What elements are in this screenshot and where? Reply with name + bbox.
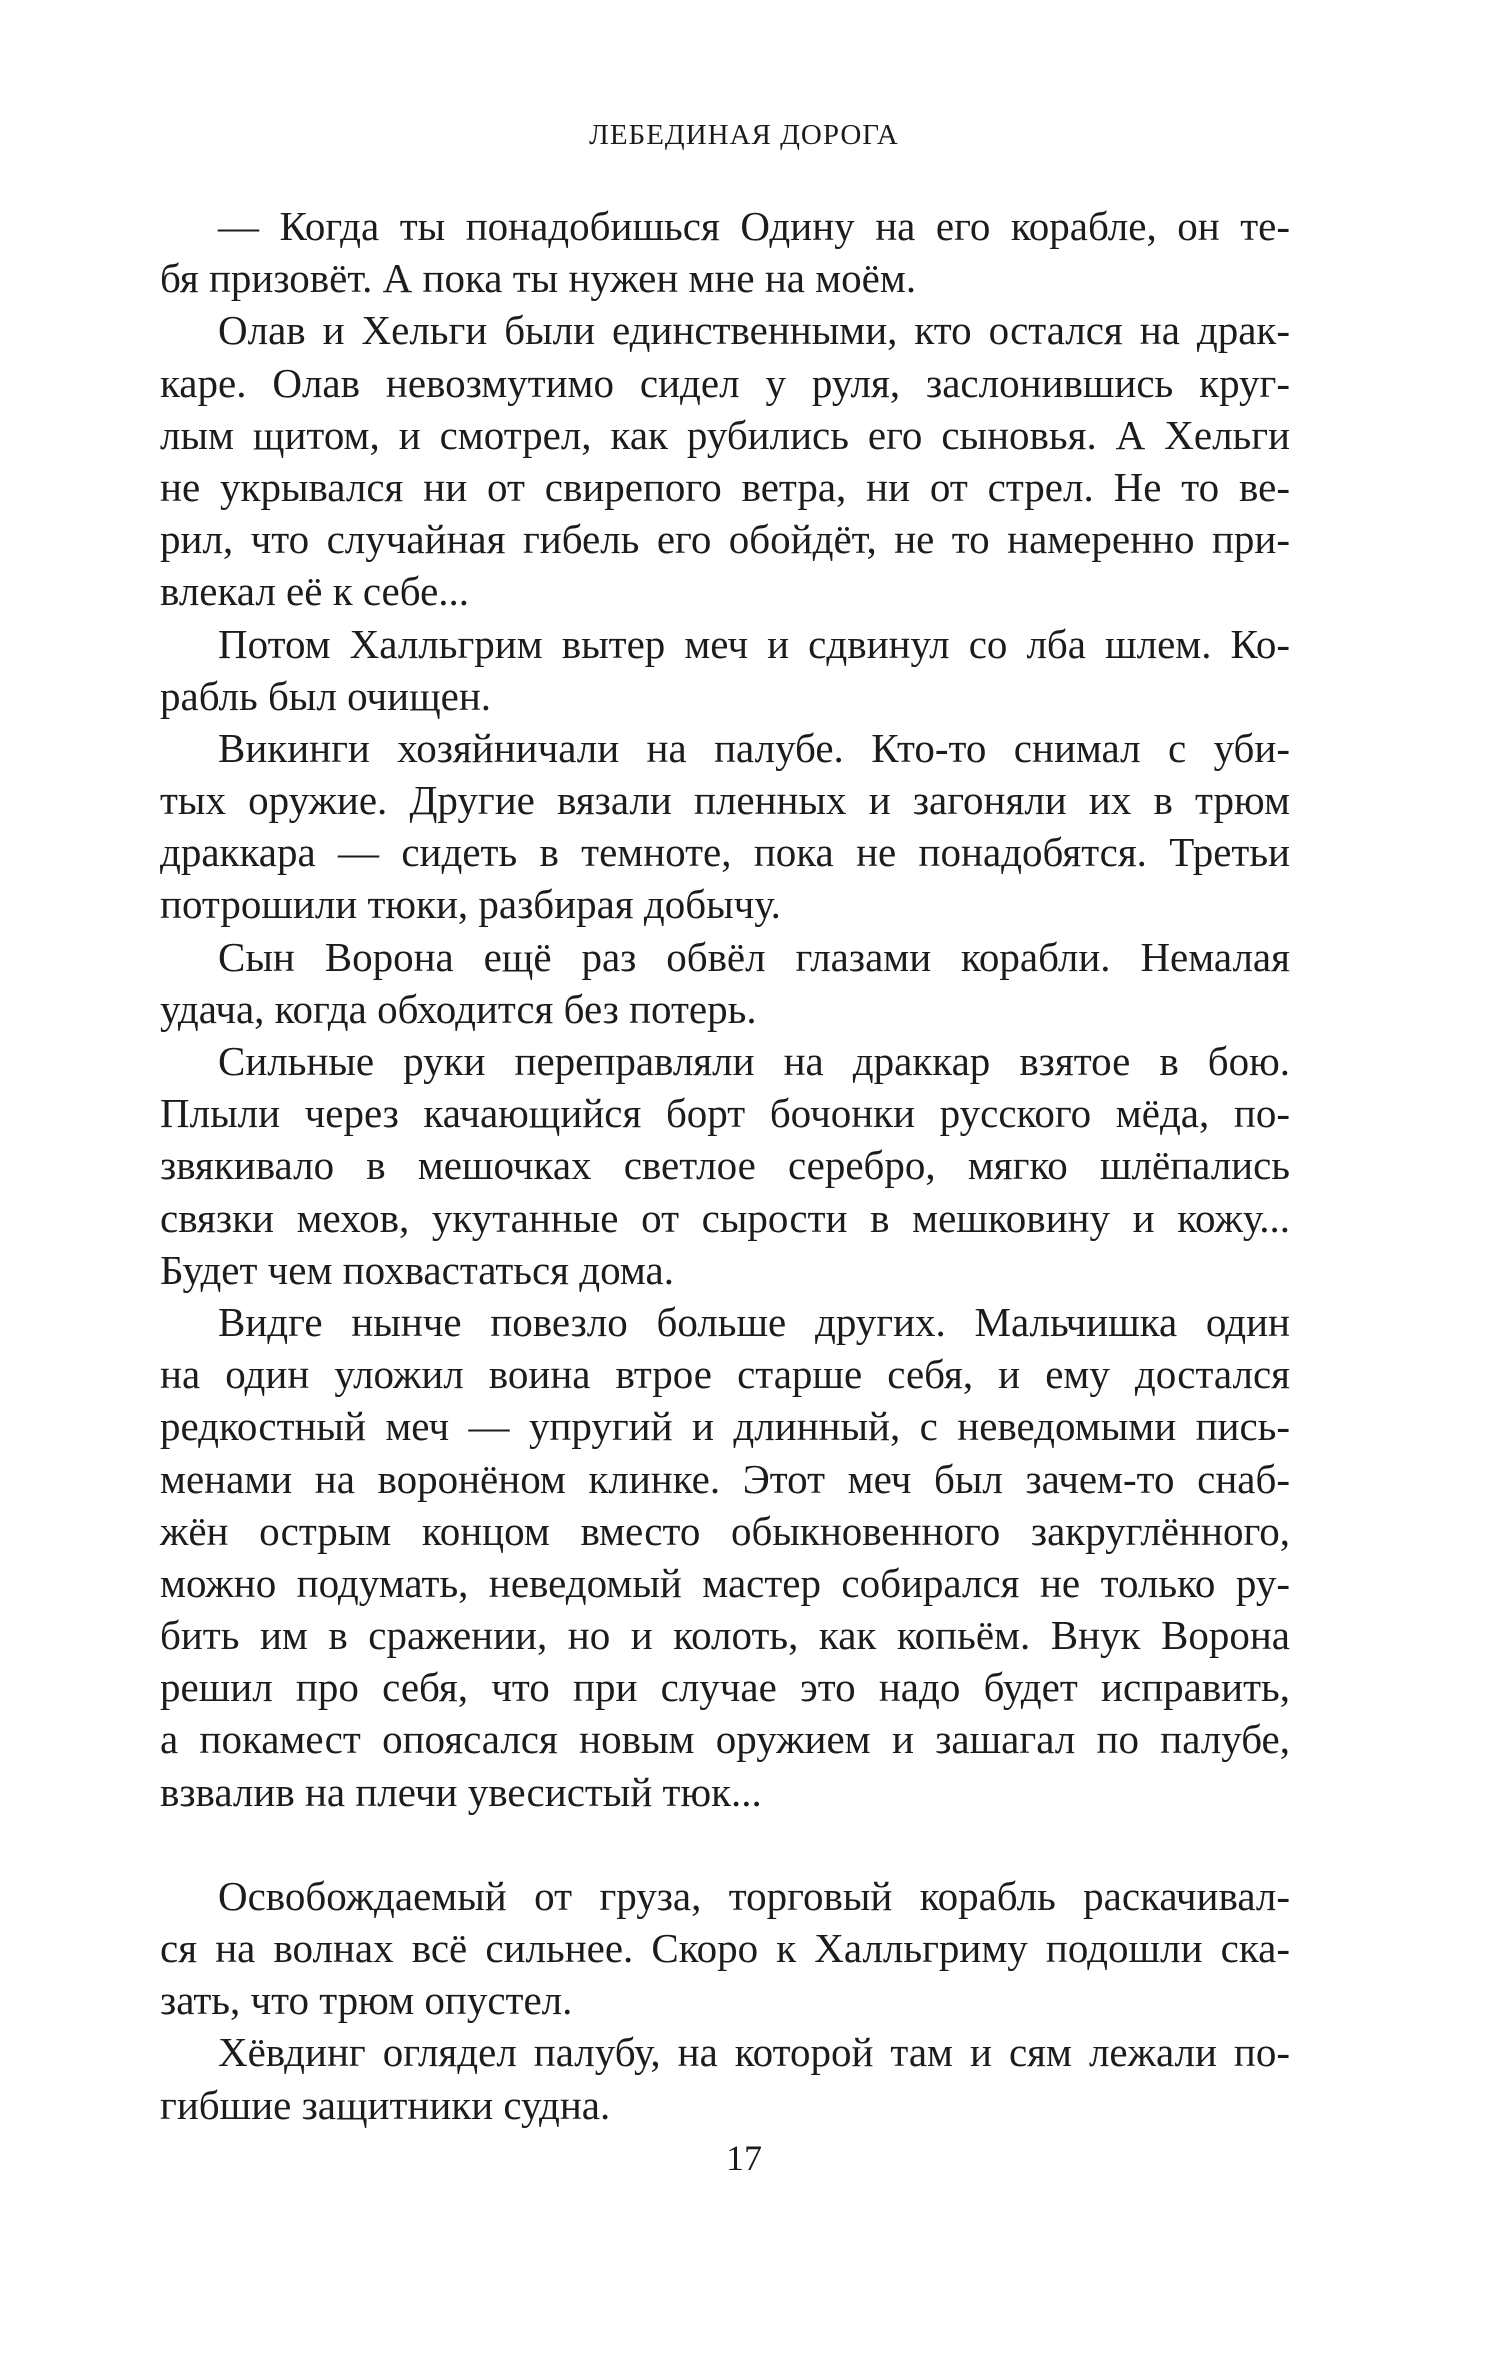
text-line: Освобождаемый от груза, торговый корабль раскачивал- xyxy=(218,1872,1290,1919)
text-line: жён острым концом вместо обыкновенного закруглённого, xyxy=(160,1507,1290,1554)
text-line: зать, что трюм опустел. xyxy=(160,1977,573,2024)
text-line: рил, что случайная гибель его обойдёт, не то намеренно при- xyxy=(160,516,1290,563)
page-number: 17 xyxy=(726,2138,762,2178)
text-line: рабль был очищен. xyxy=(160,672,492,719)
text-line: а покамест опоясался новым оружием и зашагал по палубе, xyxy=(160,1716,1290,1763)
text-line: гибшие защитники судна. xyxy=(160,2081,611,2128)
text-line: можно подумать, неведомый мастер собирался не только ру- xyxy=(160,1559,1290,1606)
text-line: лым щитом, и смотрел, как рубились его сыновья. А Хельги xyxy=(160,411,1290,458)
running-head: ЛЕБЕДИНАЯ ДОРОГА xyxy=(589,119,899,151)
text-line: каре. Олав невозмутимо сидел у руля, заслонившись круг- xyxy=(160,359,1290,406)
text-line: драккара — сидеть в темноте, пока не понадобятся. Третьи xyxy=(160,829,1290,876)
text-line: Потом Халльгрим вытер меч и сдвинул со лба шлем. Ко- xyxy=(218,620,1290,667)
text-line: — Когда ты понадобишься Одину на его корабле, он те- xyxy=(218,203,1290,249)
text-line: связки мехов, укутанные от сырости в мешковину и кожу... xyxy=(160,1194,1290,1241)
text-line: ся на волнах всё сильнее. Скоро к Халльгриму подошли ска- xyxy=(160,1925,1290,1971)
text-line: взвалив на плечи увесистый тюк... xyxy=(160,1768,762,1815)
text-line: тых оружие. Другие вязали пленных и загоняли их в трюм xyxy=(160,777,1290,824)
text-line: влекал её к себе... xyxy=(160,568,470,615)
text-line: не укрывался ни от свирепого ветра, ни от стрел. Не то ве- xyxy=(160,463,1290,510)
text-line: Будет чем похвастаться дома. xyxy=(160,1246,674,1293)
text-line: звякивало в мешочках светлое серебро, мягко шлёпались xyxy=(160,1142,1290,1189)
text-line: Хёвдинг оглядел палубу, на которой там и сям лежали по- xyxy=(218,2029,1290,2076)
text-line: редкостный меч — упругий и длинный, с неведомыми пись- xyxy=(160,1403,1290,1450)
body-text xyxy=(160,200,1290,2131)
text-line: бя призовёт. А пока ты нужен мне на моём. xyxy=(160,255,917,302)
text-line: Викинги хозяйничали на палубе. Кто-то снимал с уби- xyxy=(218,724,1290,771)
text-line: удача, когда обходится без потерь. xyxy=(160,985,757,1032)
text-line: Плыли через качающийся борт бочонки русского мёда, по- xyxy=(160,1090,1290,1137)
text-line: Олав и Хельги были единственными, кто остался на драк- xyxy=(218,307,1290,354)
text-line: бить им в сражении, но и колоть, как копьём. Внук Ворона xyxy=(160,1612,1290,1659)
text-line: Сын Ворона ещё раз обвёл глазами корабли. Немалая xyxy=(218,933,1290,980)
text-line: на один уложил воина втрое старше себя, и ему достался xyxy=(160,1351,1290,1398)
text-line: решил про себя, что при случае это надо будет исправить, xyxy=(160,1664,1290,1711)
text-line: менами на воронёном клинке. Этот меч был зачем-то снаб- xyxy=(160,1455,1290,1502)
text-line: Видге нынче повезло больше других. Мальчишка один xyxy=(218,1298,1290,1345)
text-line: Сильные руки переправляли на драккар взятое в бою. xyxy=(218,1038,1290,1084)
section-break xyxy=(160,1818,1290,1870)
text-line: потрошили тюки, разбирая добычу. xyxy=(160,881,781,928)
